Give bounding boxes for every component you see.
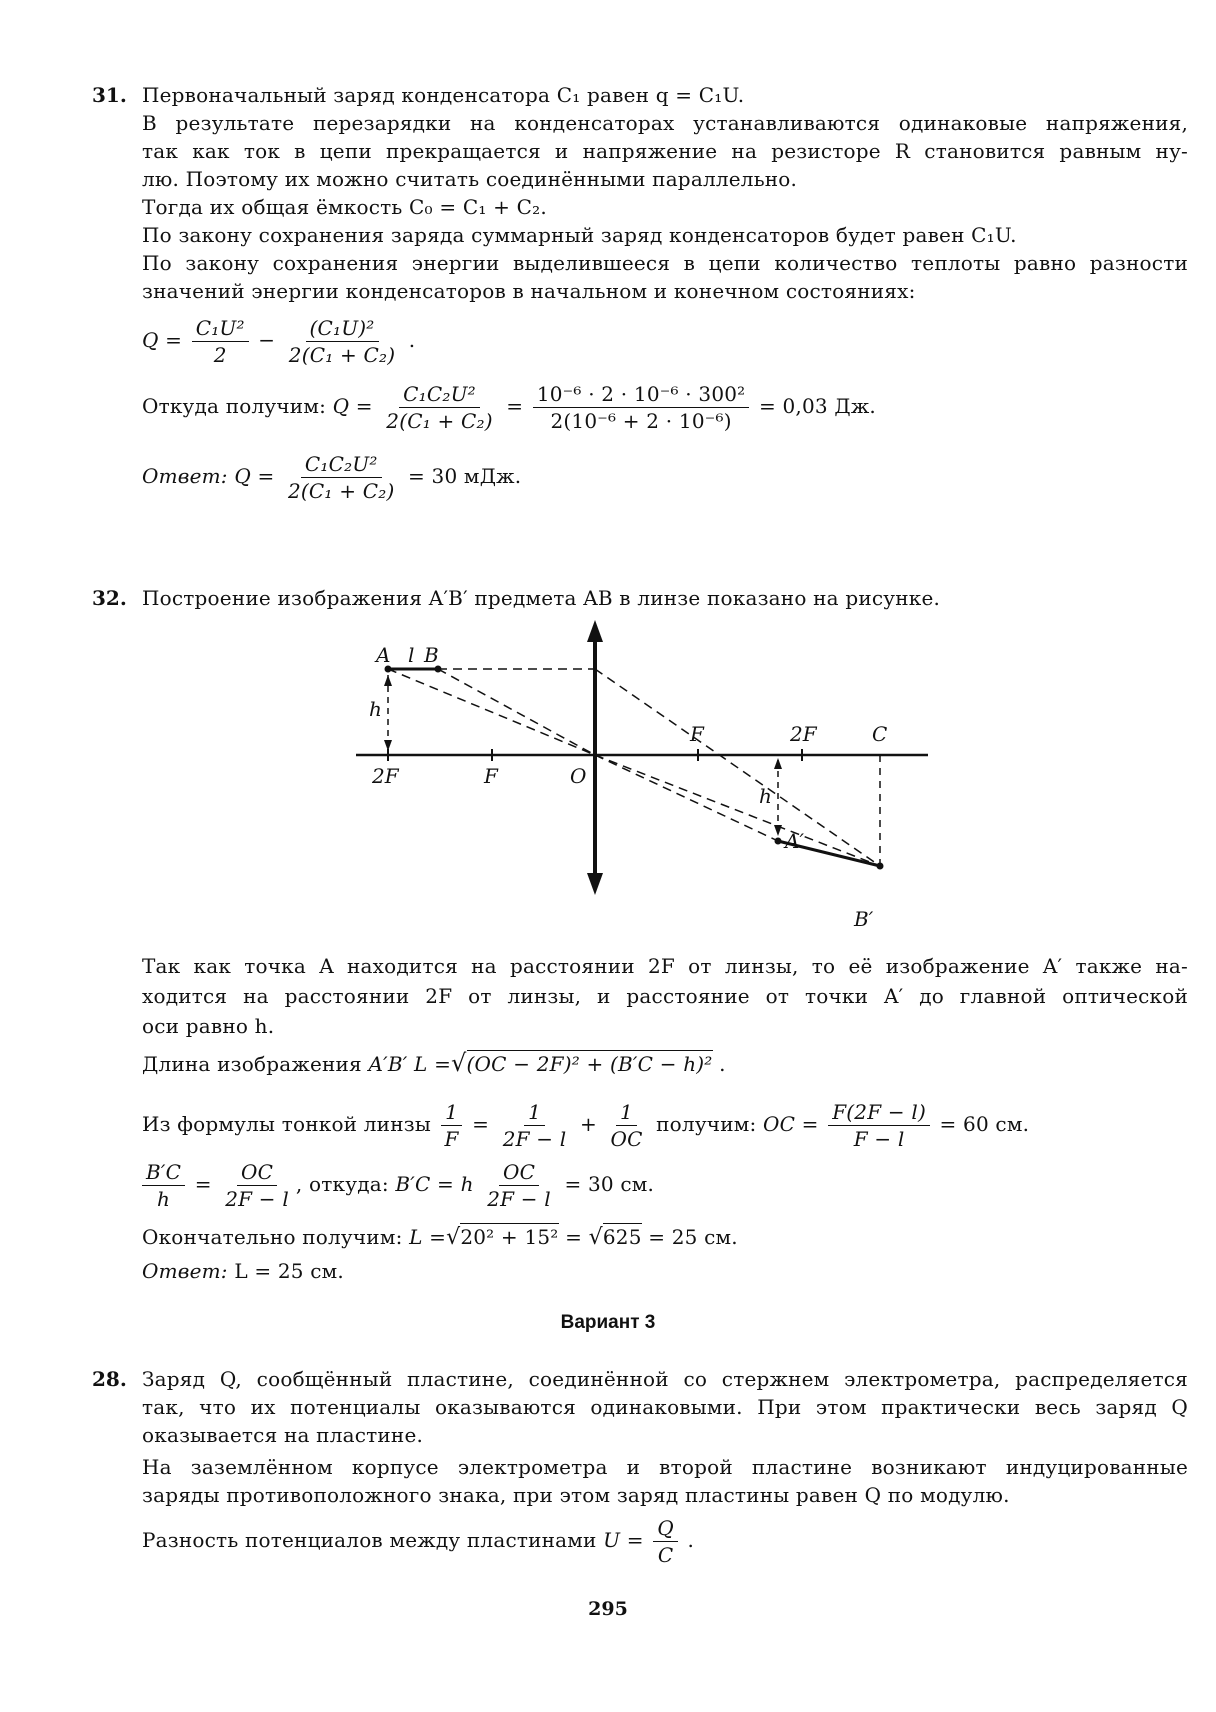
answer-32: Ответ: L = 25 см. [142, 1259, 344, 1283]
label-a-image: A′ [785, 829, 804, 853]
formula-potential-difference: Разность потенциалов между пластинами U = $\frac{Q}{C}$ . [142, 1516, 695, 1567]
label-a: A [376, 643, 391, 667]
problem-32-line-1: Построение изображения A′B′ предмета AB в линзе показано на рисунке. [142, 586, 941, 610]
label-f-right: F [690, 722, 704, 746]
label-o: O [570, 764, 587, 788]
problem-31-line-1: Первоначальный заряд конденсатора C₁ равен q = C₁U. [142, 83, 745, 107]
problem-28-line-5: заряды противоположного знака, при этом заряд пластины равен Q по модулю. [142, 1483, 1010, 1507]
formula-heat-result: Откуда получим: Q = $\frac{\text{C₁C₂U²}}{\text{2(C₁ + C₂)}}$ = $\frac{\text{10⁻⁶ · 2 · 10⁻⁶ · 300²}}{\text{2(10⁻⁶ + 2 · 10⁻⁶)}}$ = 0,03 Дж. [142, 382, 876, 433]
problem-28-line-2: так, что их потенциалы оказываются одинаковыми. При этом практически весь заряд Q [142, 1395, 1188, 1419]
answer-31: Ответ: Q = $\frac{\text{C₁C₂U²}}{\text{2(C₁ + C₂)}}$ = 30 мДж. [142, 452, 522, 503]
lens-arrow-top [587, 620, 603, 642]
formula-similar-triangles: $\frac{B'C}{h}$ = $\frac{OC}{2F - l}$ , откуда: B′C = h $\frac{OC}{2F - l}$ = 30 см. [142, 1154, 1188, 1214]
label-b-image: B′ [854, 907, 874, 931]
problem-28-line-1: Заряд Q, сообщённый пластине, соединённой со стержнем электрометра, распределяется [142, 1367, 1188, 1391]
lens-arrow-bottom [587, 873, 603, 895]
formula-heat-difference: Q = $\frac{\text{C₁U²}}{2}$ − $\frac{\text{(C₁U)²}}{\text{2(C₁ + C₂)}}$ . [142, 316, 416, 367]
formula-final-length: Окончательно получим: L =√20² + 15² = √625 = 25 см. [142, 1225, 738, 1250]
problem-31-line-7: По закону сохранения энергии выделившееся в цепи количество теплоты равно разности [142, 251, 1188, 275]
problem-32-para-3: оси равно h. [142, 1014, 275, 1038]
label-2f-left: 2F [372, 764, 399, 788]
problem-31-line-8: значений энергии конденсаторов в начальном и конечном состояниях: [142, 279, 916, 303]
label-h-left: h [369, 697, 382, 721]
problem-28-number: 28. [92, 1367, 127, 1391]
problem-31-line-3: так как ток в цепи прекращается и напряжение на резисторе R становится равным ну- [142, 139, 1188, 163]
problem-31-line-5: Тогда их общая ёмкость C₀ = C₁ + C₂. [142, 195, 547, 219]
problem-31-line-6: По закону сохранения заряда суммарный заряд конденсаторов будет равен C₁U. [142, 223, 1017, 247]
point-a-image [775, 838, 782, 845]
label-b: B [424, 643, 439, 667]
label-2f-right: 2F [790, 722, 817, 746]
problem-28-line-3: оказывается на пластине. [142, 1423, 424, 1447]
page-number: 295 [588, 1598, 628, 1620]
problem-32-para-1: Так как точка A находится на расстоянии 2F от линзы, то её изображение A′ также на- [142, 954, 1188, 978]
formula-thin-lens: Из формулы тонкой линзы $\frac{1}{F}$ = $\frac{1}{2F - l}$ + $\frac{1}{OC}$ получим: OC = $\frac{F(2F - l)}{F - l}$ = 60 см. [142, 1100, 1030, 1151]
problem-28-line-4: На заземлённом корпусе электрометра и второй пластине возникают индуцированные [142, 1455, 1188, 1479]
label-l: l [408, 643, 415, 667]
problem-31-line-4: лю. Поэтому их можно считать соединёнными параллельно. [142, 167, 798, 191]
label-f-left: F [484, 764, 498, 788]
formula-image-length: Длина изображения A′B′ L =√(OC − 2F)² + (B′C − h)² . [142, 1049, 726, 1077]
lens-ray-diagram [340, 620, 940, 940]
problem-31-line-2: В результате перезарядки на конденсаторах устанавливаются одинаковые напряжения, [142, 111, 1188, 135]
label-h-right: h [759, 784, 772, 808]
label-c: C [872, 722, 888, 746]
variant-heading: Вариант 3 [560, 1312, 656, 1333]
problem-32-number: 32. [92, 586, 127, 610]
problem-32-para-2: ходится на расстоянии 2F от линзы, и расстояние от точки A′ до главной оптической [142, 984, 1188, 1008]
problem-31-number: 31. [92, 83, 127, 107]
